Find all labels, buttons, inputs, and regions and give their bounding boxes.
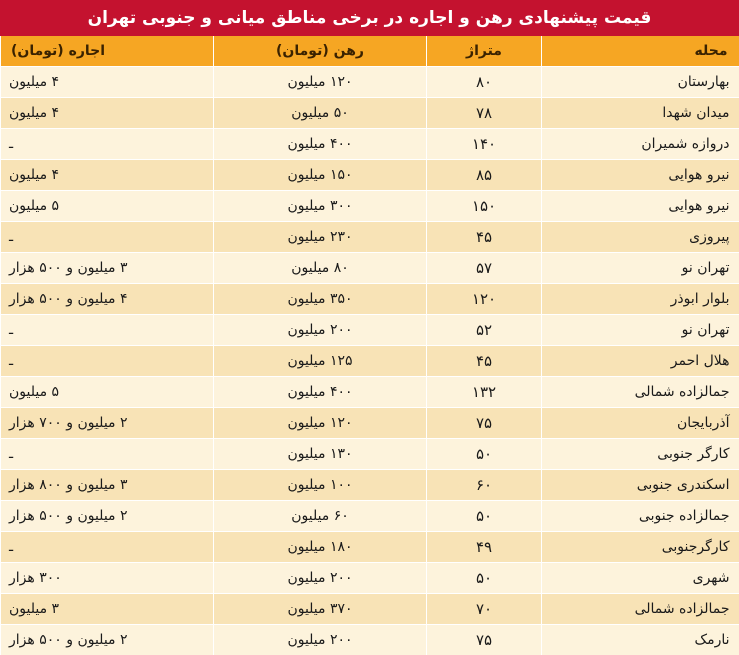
cell-rent: ۳ میلیون: [1, 594, 214, 625]
table-row: [1, 594, 739, 625]
table-row: [1, 67, 739, 98]
table-title: قیمت پیشنهادی رهن و اجاره در برخی مناطق میانی و جنوبی تهران: [0, 0, 739, 36]
table-row: [1, 315, 739, 346]
table-row: [1, 470, 739, 501]
cell-rent: ـ: [1, 129, 214, 160]
cell-mortgage: ۱۰۰ میلیون: [214, 470, 427, 501]
cell-mortgage: ۲۳۰ میلیون: [214, 222, 427, 253]
cell-area: دروازه شمیران: [542, 129, 739, 160]
cell-area: بهارستان: [542, 67, 739, 98]
cell-size: ۵۰: [427, 563, 542, 594]
cell-size: ۷۵: [427, 625, 542, 655]
table-row: [1, 501, 739, 532]
cell-area: کارگر جنوبی: [542, 439, 739, 470]
table-row: [1, 160, 739, 191]
cell-mortgage: ۱۵۰ میلیون: [214, 160, 427, 191]
cell-mortgage: ۱۲۰ میلیون: [214, 408, 427, 439]
cell-area: جمالزاده شمالی: [542, 594, 739, 625]
table-body: [1, 67, 739, 655]
cell-rent: ۲ میلیون و ۷۰۰ هزار: [1, 408, 214, 439]
cell-area: آذربایجان: [542, 408, 739, 439]
cell-rent: ـ: [1, 315, 214, 346]
cell-area: نیرو هوایی: [542, 191, 739, 222]
cell-size: ۱۵۰: [427, 191, 542, 222]
cell-area: تهران نو: [542, 315, 739, 346]
cell-rent: ۴ میلیون: [1, 98, 214, 129]
cell-mortgage: ۲۰۰ میلیون: [214, 563, 427, 594]
cell-mortgage: ۱۲۰ میلیون: [214, 67, 427, 98]
cell-size: ۱۴۰: [427, 129, 542, 160]
header-size: متراژ: [427, 36, 542, 67]
table-row: [1, 98, 739, 129]
cell-mortgage: ۸۰ میلیون: [214, 253, 427, 284]
table-row: [1, 191, 739, 222]
cell-rent: ـ: [1, 222, 214, 253]
cell-rent: ـ: [1, 346, 214, 377]
table-row: [1, 284, 739, 315]
cell-rent: ـ: [1, 439, 214, 470]
rent-price-table: [0, 36, 739, 655]
cell-mortgage: ۱۸۰ میلیون: [214, 532, 427, 563]
header-row: [1, 36, 739, 67]
cell-rent: ۴ میلیون: [1, 160, 214, 191]
cell-mortgage: ۲۰۰ میلیون: [214, 625, 427, 655]
header-rent: اجاره (تومان): [1, 36, 214, 67]
cell-area: تهران نو: [542, 253, 739, 284]
table-row: [1, 625, 739, 655]
cell-size: ۱۲۰: [427, 284, 542, 315]
cell-size: ۷۵: [427, 408, 542, 439]
cell-area: جمالزاده شمالی: [542, 377, 739, 408]
cell-mortgage: ۵۰ میلیون: [214, 98, 427, 129]
cell-mortgage: ۴۰۰ میلیون: [214, 129, 427, 160]
cell-size: ۸۵: [427, 160, 542, 191]
cell-area: نیرو هوایی: [542, 160, 739, 191]
cell-area: بلوار ابوذر: [542, 284, 739, 315]
cell-size: ۴۵: [427, 346, 542, 377]
cell-mortgage: ۳۵۰ میلیون: [214, 284, 427, 315]
table-row: [1, 439, 739, 470]
cell-size: ۶۰: [427, 470, 542, 501]
cell-rent: ۳۰۰ هزار: [1, 563, 214, 594]
cell-area: پیروزی: [542, 222, 739, 253]
cell-area: اسکندری جنوبی: [542, 470, 739, 501]
cell-mortgage: ۲۰۰ میلیون: [214, 315, 427, 346]
cell-rent: ۴ میلیون و ۵۰۰ هزار: [1, 284, 214, 315]
header-mortgage: رهن (تومان): [214, 36, 427, 67]
cell-rent: ۳ میلیون و ۵۰۰ هزار: [1, 253, 214, 284]
cell-size: ۱۳۲: [427, 377, 542, 408]
cell-mortgage: ۶۰ میلیون: [214, 501, 427, 532]
cell-size: ۵۷: [427, 253, 542, 284]
table-row: [1, 222, 739, 253]
cell-rent: ۵ میلیون: [1, 191, 214, 222]
table-row: [1, 563, 739, 594]
cell-size: ۸۰: [427, 67, 542, 98]
cell-rent: ۲ میلیون و ۵۰۰ هزار: [1, 501, 214, 532]
cell-mortgage: ۳۷۰ میلیون: [214, 594, 427, 625]
cell-rent: ۳ میلیون و ۸۰۰ هزار: [1, 470, 214, 501]
cell-area: هلال احمر: [542, 346, 739, 377]
cell-size: ۵۰: [427, 501, 542, 532]
cell-area: کارگرجنوبی: [542, 532, 739, 563]
cell-size: ۴۹: [427, 532, 542, 563]
cell-size: ۵۰: [427, 439, 542, 470]
table-row: [1, 408, 739, 439]
cell-rent: ۲ میلیون و ۵۰۰ هزار: [1, 625, 214, 655]
cell-mortgage: ۱۲۵ میلیون: [214, 346, 427, 377]
cell-area: جمالزاده جنوبی: [542, 501, 739, 532]
cell-size: ۷۸: [427, 98, 542, 129]
cell-mortgage: ۴۰۰ میلیون: [214, 377, 427, 408]
cell-area: نارمک: [542, 625, 739, 655]
cell-rent: ـ: [1, 532, 214, 563]
header-area: محله: [542, 36, 739, 67]
cell-mortgage: ۱۳۰ میلیون: [214, 439, 427, 470]
table-row: [1, 129, 739, 160]
cell-area: شهری: [542, 563, 739, 594]
table-row: [1, 346, 739, 377]
table-row: [1, 377, 739, 408]
cell-rent: ۵ میلیون: [1, 377, 214, 408]
cell-mortgage: ۳۰۰ میلیون: [214, 191, 427, 222]
cell-rent: ۴ میلیون: [1, 67, 214, 98]
cell-area: میدان شهدا: [542, 98, 739, 129]
cell-size: ۵۲: [427, 315, 542, 346]
cell-size: ۴۵: [427, 222, 542, 253]
table-row: [1, 532, 739, 563]
table-row: [1, 253, 739, 284]
cell-size: ۷۰: [427, 594, 542, 625]
